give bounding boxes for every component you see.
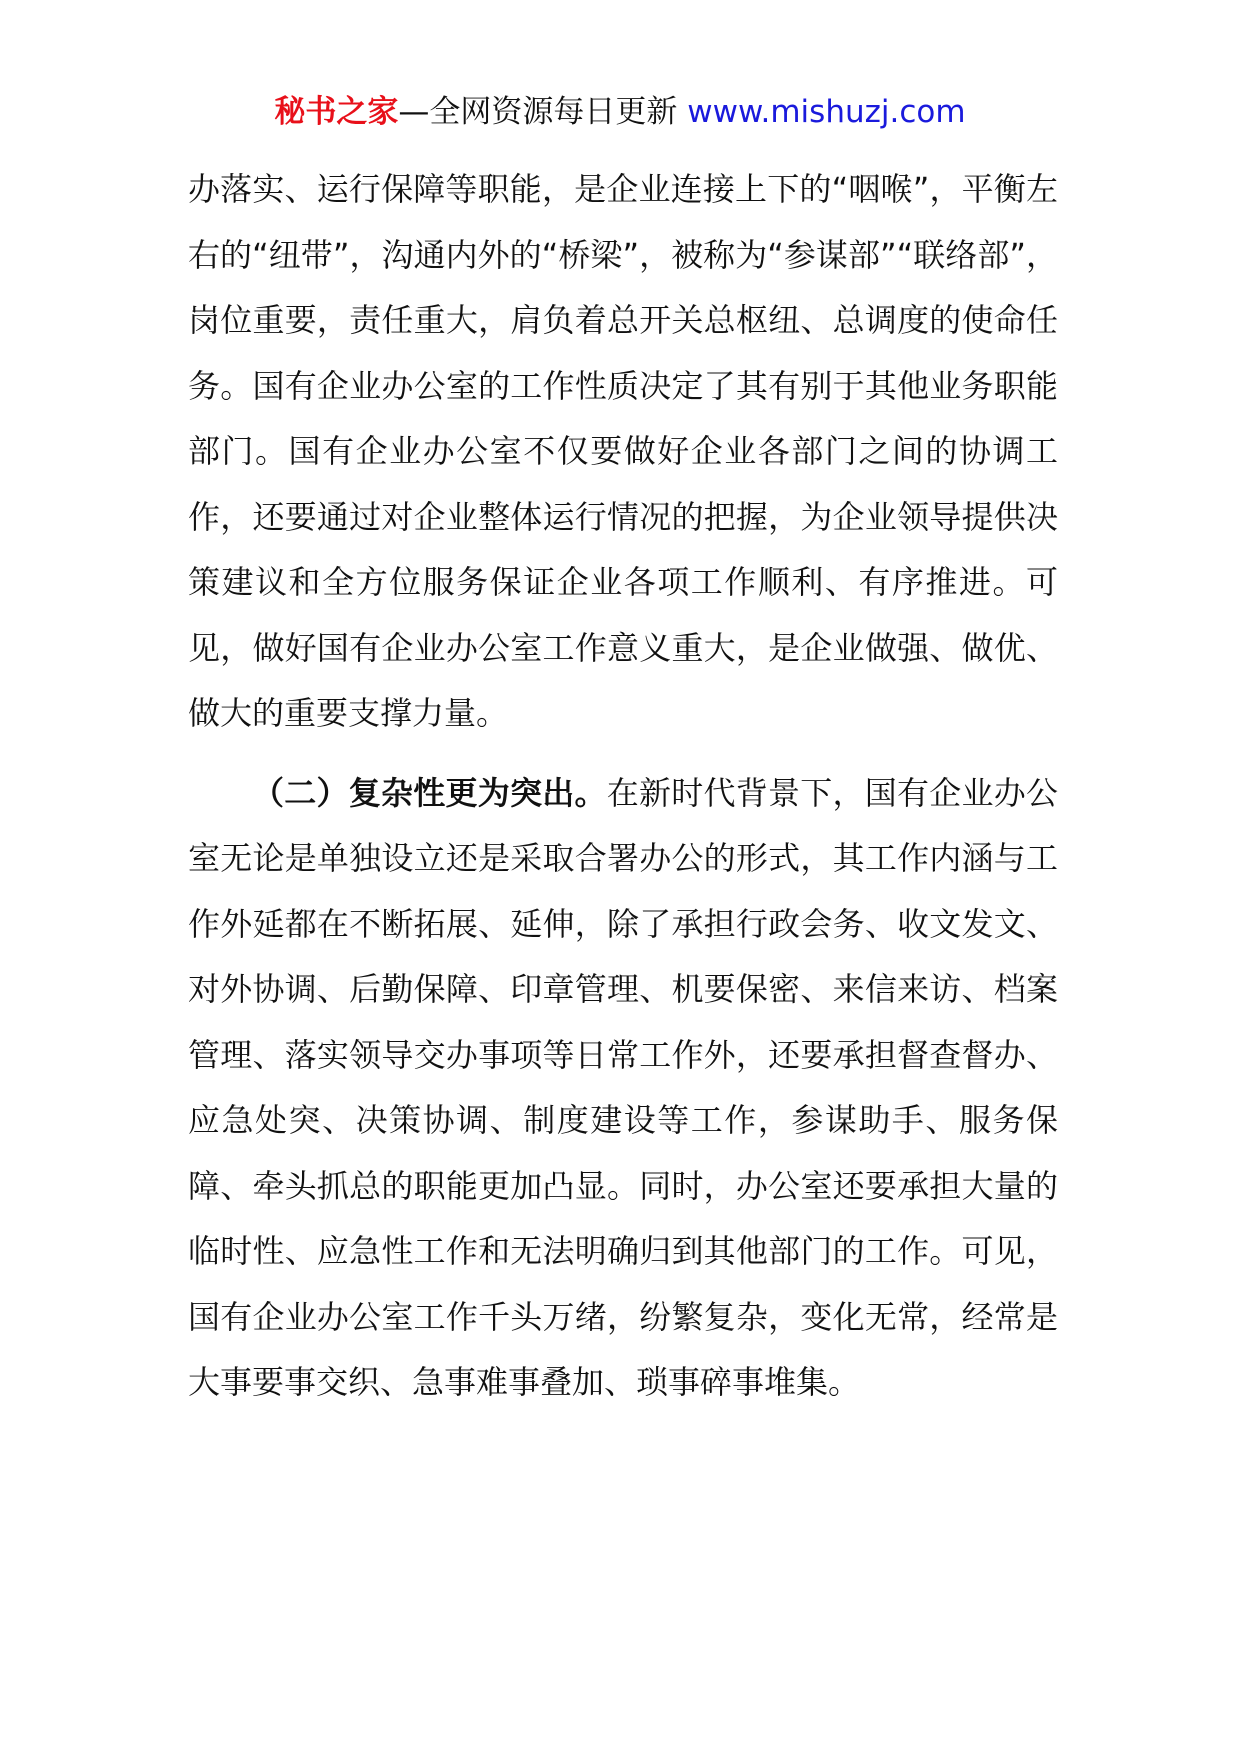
paragraph-continued [188,157,1058,747]
paragraph-section-2 [188,761,1058,1416]
paragraph-text: 办落实、运行保障等职能，是企业连接上下的“咽喉”，平衡左右的“纽带”，沟通内外的“桥梁”，被称为“参谋部”“联络部”，岗位重要，责任重大，肩负着总开关总枢纽、总调度的使命任务。国有企业办公室的工作性质决定了其有别于其他业务职能部门。国有企业办公室不仅要做好企业各部门之间的协调工作，还要通过对企业整体运行情况的把握，为企业领导提供决策建议和全方位服务保证企业各项工作顺利、有序推进。可见，做好国有企业办公室工作意义重大，是企业做强、做优、做大的重要支撑力量。 [188,170,1058,732]
site-brand: 秘书之家 [274,94,399,130]
paragraph-text: 在新时代背景下，国有企业办公室无论是单独设立还是采取合署办公的形式，其工作内涵与工作外延都在不断拓展、延伸，除了承担行政会务、收文发文、对外协调、后勤保障、印章管理、机要保密、来信来访、档案管理、落实领导交办事项等日常工作外，还要承担督查督办、应急处突、决策协调、制度建设等工作，参谋助手、服务保障、牵头抓总的职能更加凸显。同时，办公室还要承担大量的临时性、应急性工作和无法明确归到其他部门的工作。可见，国有企业办公室工作千头万绪，纷繁复杂，变化无常，经常是大事要事交织、急事难事叠加、琐事碎事堆集。 [188,773,1058,1401]
site-header [0,92,1240,132]
site-url-link[interactable]: www.mishuzj.com [687,94,966,130]
site-tagline: —全网资源每日更新 [398,94,678,130]
section-heading: （二）复杂性更为突出。 [252,773,607,812]
document-body [188,157,1058,1416]
